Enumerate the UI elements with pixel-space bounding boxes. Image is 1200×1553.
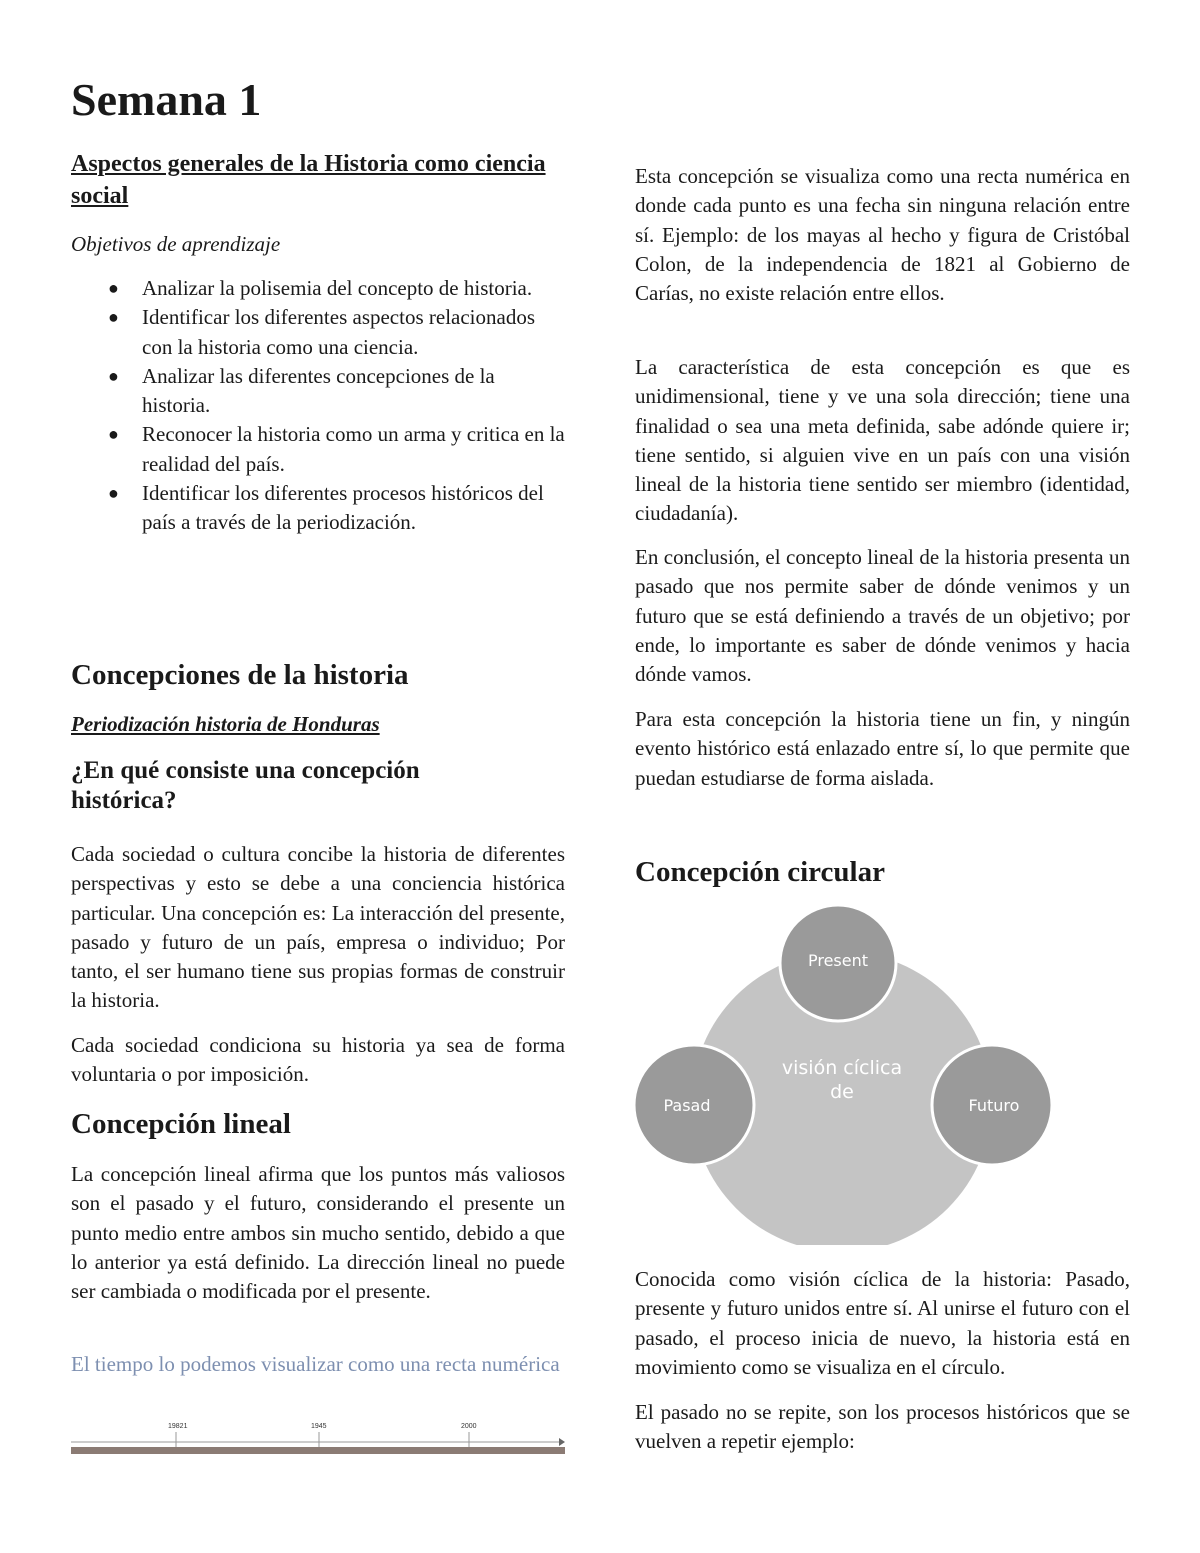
list-item: ● Analizar las diferentes concepciones de la historia. [108, 363, 495, 418]
lineal-paragraph: La concepción lineal afirma que los puntos más valiosos son el pasado y el futuro, considerando el presente un punto medio entre ambos sin mucho sentido, debido a que lo anterior ya está definido. La dirección lineal no puede ser cambiada o modificada por el presente. [71, 1162, 565, 1304]
cycle-node-label: Futuro [968, 1096, 1020, 1115]
list-item: ● Identificar los diferentes aspectos relacionados con la historia como una ciencia. [108, 305, 536, 359]
cycle-center-label: de [830, 1081, 854, 1103]
timeline-bar [71, 1447, 565, 1454]
bullet-icon: ● [108, 278, 119, 298]
timeline-label: 19821 [168, 1423, 188, 1430]
timeline-label: 2000 [461, 1423, 477, 1430]
cycle-diagram [634, 905, 1052, 1245]
objectives-list [71, 274, 565, 538]
timeline-label: 1945 [311, 1423, 327, 1430]
section-subtitle: Aspectos generales de la Historia como ciencia social [71, 151, 546, 209]
periodizacion-link[interactable]: Periodización historia de Honduras [71, 712, 380, 736]
list-item: ● Identificar los diferentes procesos históricos del país a través de la periodización. [108, 481, 544, 535]
timeline-diagram [71, 1420, 565, 1454]
question-paragraph-1: Cada sociedad o cultura concibe la historia de diferentes perspectivas y esto se debe a una conciencia histórica particular. Una concepción es: La interacción del presente, pasado y futuro de un país, empresa o individuo; Por tanto, el ser humano tiene sus propias formas de construir la historia. [71, 842, 565, 1013]
circular-heading: Concepción circular [635, 856, 885, 888]
cycle-center-label: visión cíclica [781, 1057, 903, 1079]
lineal-heading: Concepción lineal [71, 1108, 291, 1140]
question-paragraph-2: Cada sociedad condiciona su historia ya sea de forma voluntaria o por imposición. [71, 1033, 565, 1087]
right-paragraph-4: Para esta concepción la historia tiene un fin, y ningún evento histórico está enlazado entre sí, lo que permite que puedan estudiarse de forma aislada. [635, 707, 1130, 790]
page-title: Semana 1 [71, 74, 262, 125]
circular-paragraph-2: El pasado no se repite, son los procesos históricos que se vuelven a repetir ejemplo: [635, 1400, 1130, 1454]
circular-paragraph-1: Conocida como visión cíclica de la historia: Pasado, presente y futuro unidos entre sí. Al unirse el futuro con el pasado, el proceso inicia de nuevo, la historia está en movimiento como se visualiza en el círculo. [635, 1267, 1130, 1379]
bullet-icon: ● [108, 365, 119, 386]
concepciones-heading: Concepciones de la historia [71, 659, 409, 691]
right-paragraph-2: La característica de esta concepción es que es unidimensional, tiene y ve una sola dirección; tiene una finalidad o sea una meta definida, sabe adónde quiere ir; tiene sentido, si alguien vive en un país con una visión lineal de la historia tiene sentido ser miembro (identidad, ciudadanía). [635, 355, 1130, 526]
bullet-icon: ● [108, 424, 119, 445]
lineal-note: El tiempo lo podemos visualizar como una recta numérica [71, 1352, 560, 1376]
bullet-icon: ● [108, 483, 119, 504]
right-paragraph-3: En conclusión, el concepto lineal de la historia presenta un pasado que nos permite saber de dónde venimos y un futuro que se está definiendo a través de un objetivo; por ende, lo importante es saber de dónde venimos y hacia dónde vamos. [635, 545, 1130, 687]
cycle-node-label: Present [807, 951, 869, 970]
right-paragraph-1: Esta concepción se visualiza como una recta numérica en donde cada punto es una fecha sin ninguna relación entre sí. Ejemplo: de los mayas al hecho y figura de Cristóbal Colon, de la independencia de 1821 al Gobierno de Carías, no existe relación entre ellos. [635, 164, 1130, 306]
list-item: ● Analizar la polisemia del concepto de historia. [71, 274, 565, 303]
timeline-arrow-icon [559, 1438, 565, 1446]
cycle-node-label: Pasad [663, 1096, 711, 1115]
list-item: ● Reconocer la historia como un arma y critica en la realidad del país. [108, 422, 565, 476]
objectives-label: Objetivos de aprendizaje [71, 232, 281, 256]
bullet-icon: ● [108, 307, 119, 328]
question-heading: ¿En qué consiste una concepción histórica? [71, 757, 420, 814]
